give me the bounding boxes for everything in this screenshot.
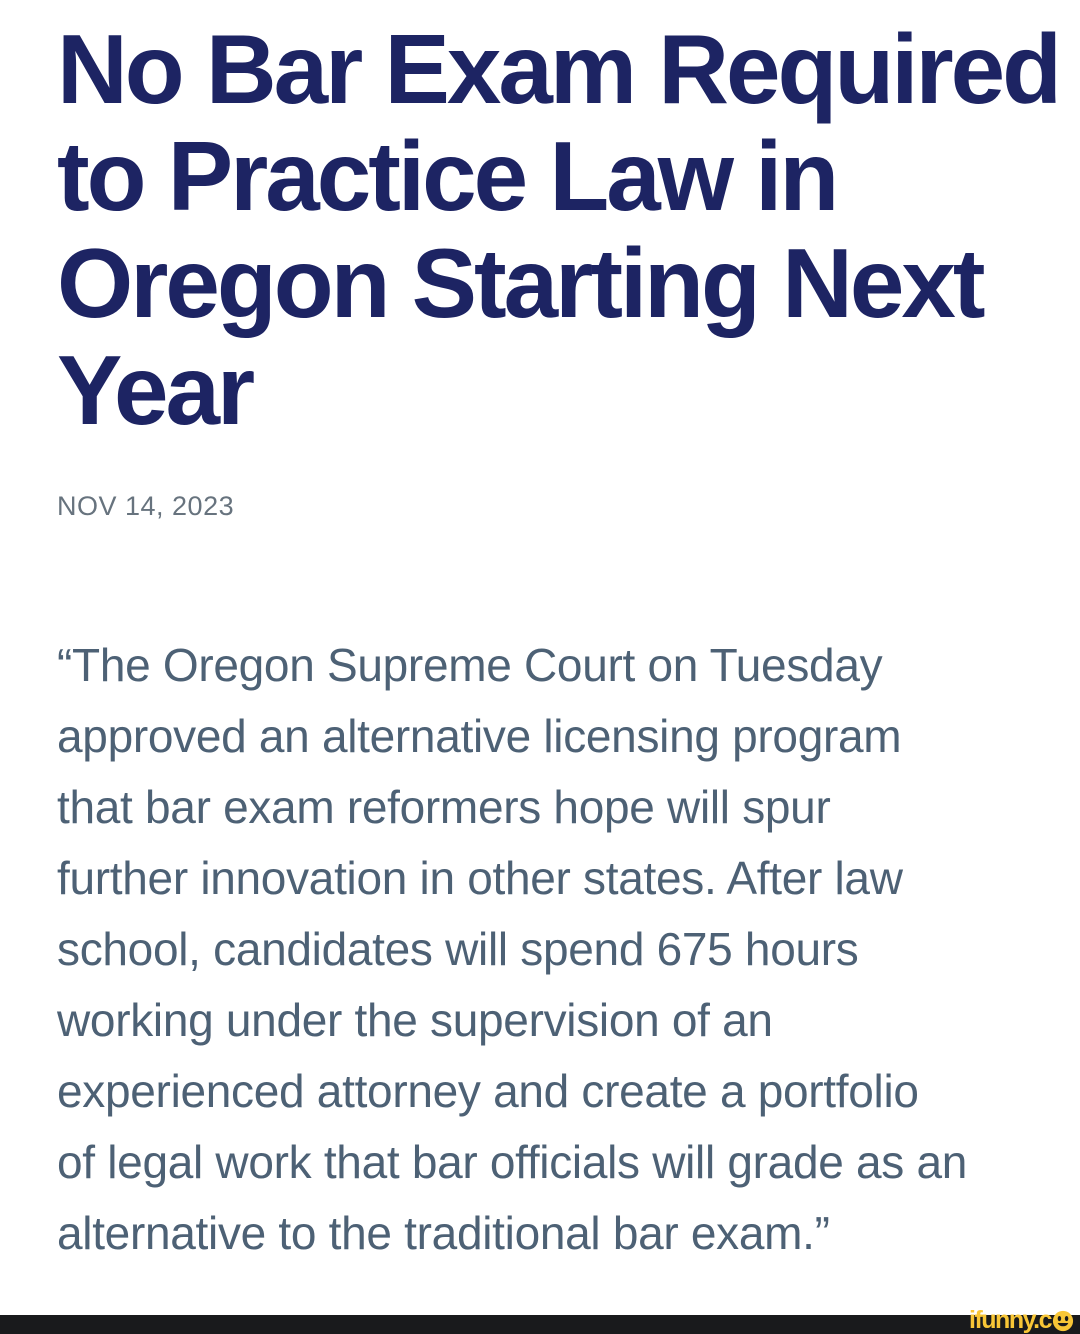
body-line: of legal work that bar officials will grade as an [57, 1136, 968, 1188]
body-line: experienced attorney and create a portfolio [57, 1065, 919, 1117]
smiley-face-icon [1052, 1310, 1074, 1332]
article-date: NOV 14, 2023 [57, 491, 235, 521]
article-page [0, 16, 1080, 1269]
body-line: “The Oregon Supreme Court on Tuesday [57, 639, 883, 691]
body-line: further innovation in other states. After law [57, 852, 903, 904]
article-body [57, 630, 1023, 1269]
article-title [57, 14, 1059, 445]
body-line: alternative to the traditional bar exam.” [57, 1207, 830, 1259]
body-line: working under the supervision of an [57, 994, 773, 1046]
title-line-4: Year [57, 335, 253, 445]
body-line: approved an alternative licensing program [57, 710, 902, 762]
ifunny-logo-text: ifunny.c [969, 1306, 1051, 1334]
title-line-1: No Bar Exam Required [57, 14, 1059, 124]
title-line-3: Oregon Starting Next [57, 228, 983, 338]
ifunny-logo [969, 1308, 1074, 1333]
body-line: school, candidates will spend 675 hours [57, 923, 859, 975]
body-line: that bar exam reformers hope will spur [57, 781, 831, 833]
title-line-2: to Practice Law in [57, 121, 837, 231]
